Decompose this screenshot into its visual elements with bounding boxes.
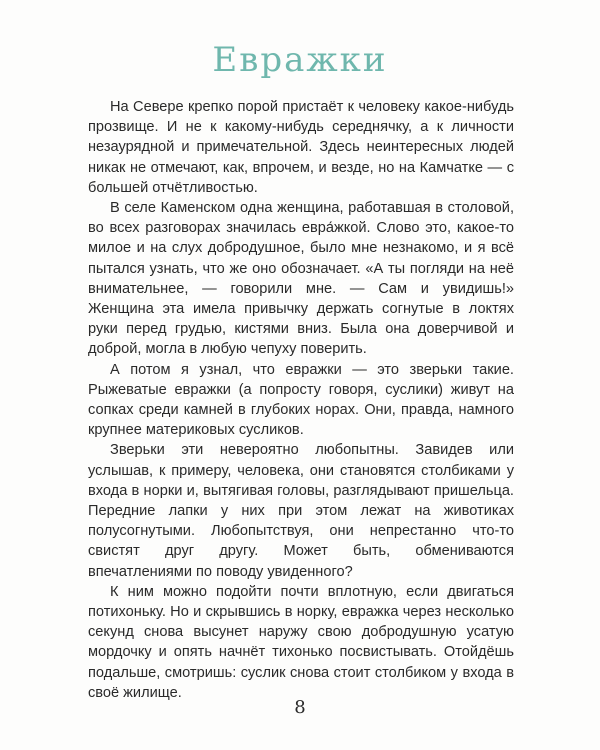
paragraph-3: А потом я узнал, что евражки — это зверьки такие. Рыжеватые евражки (а попросту говоря, суслики) живут на сопках среди камней в глубоких норах. Они, правда, намного крупнее материковых сусликов. (88, 361, 514, 439)
chapter-title: Евражки (212, 40, 388, 80)
page-number: 8 (294, 697, 306, 718)
paragraph-1: На Севере крепко порой пристаёт к человеку какое-нибудь прозвище. И не к какому-нибудь середнячку, а к личности незаурядной и примечательной. Здесь неинтересных людей никак не отмечают, как, впрочем, и везде, но на Камчатке — с большей отчётливостью. (88, 99, 514, 196)
body-text (88, 97, 514, 703)
paragraph-4: Зверьки эти невероятно любопытны. Завидев или услышав, к примеру, человека, они становятся столбиками у входа в норки и, вытягивая головы, разглядывают пришельца. Передние лапки у них при этом лежат на животиках полусогнутыми. Любопытствуя, они непрестанно что-то свистят друг другу. Может быть, обмениваются впечатлениями по поводу увиденного? (88, 442, 514, 580)
paragraph-5: К ним можно подойти почти вплотную, если двигаться потихоньку. Но и скрывшись в норку, евражка через несколько секунд снова высунет наружу свою добродушную усатую мордочку и опять начнёт тихонько посвистывать. Отойдёшь подальше, смотришь: суслик снова стоит столбиком у входа в своё жилище. (88, 583, 514, 701)
paragraph-2: В селе Каменском одна женщина, работавшая в столовой, во всех разговорах значилась евра́жкой. Слово это, какое-то милое и на слух добродушное, было мне незнакомо, и я всё пытался узнать, что же оно обозначает. «А ты погляди на неё внимательнее, — говорили мне. — Сам и увидишь!» Женщина эта имела привычку держать согнутые в локтях руки перед грудью, кистями вниз. Была она доверчивой и доброй, могла в любую чепуху поверить. (88, 200, 514, 358)
